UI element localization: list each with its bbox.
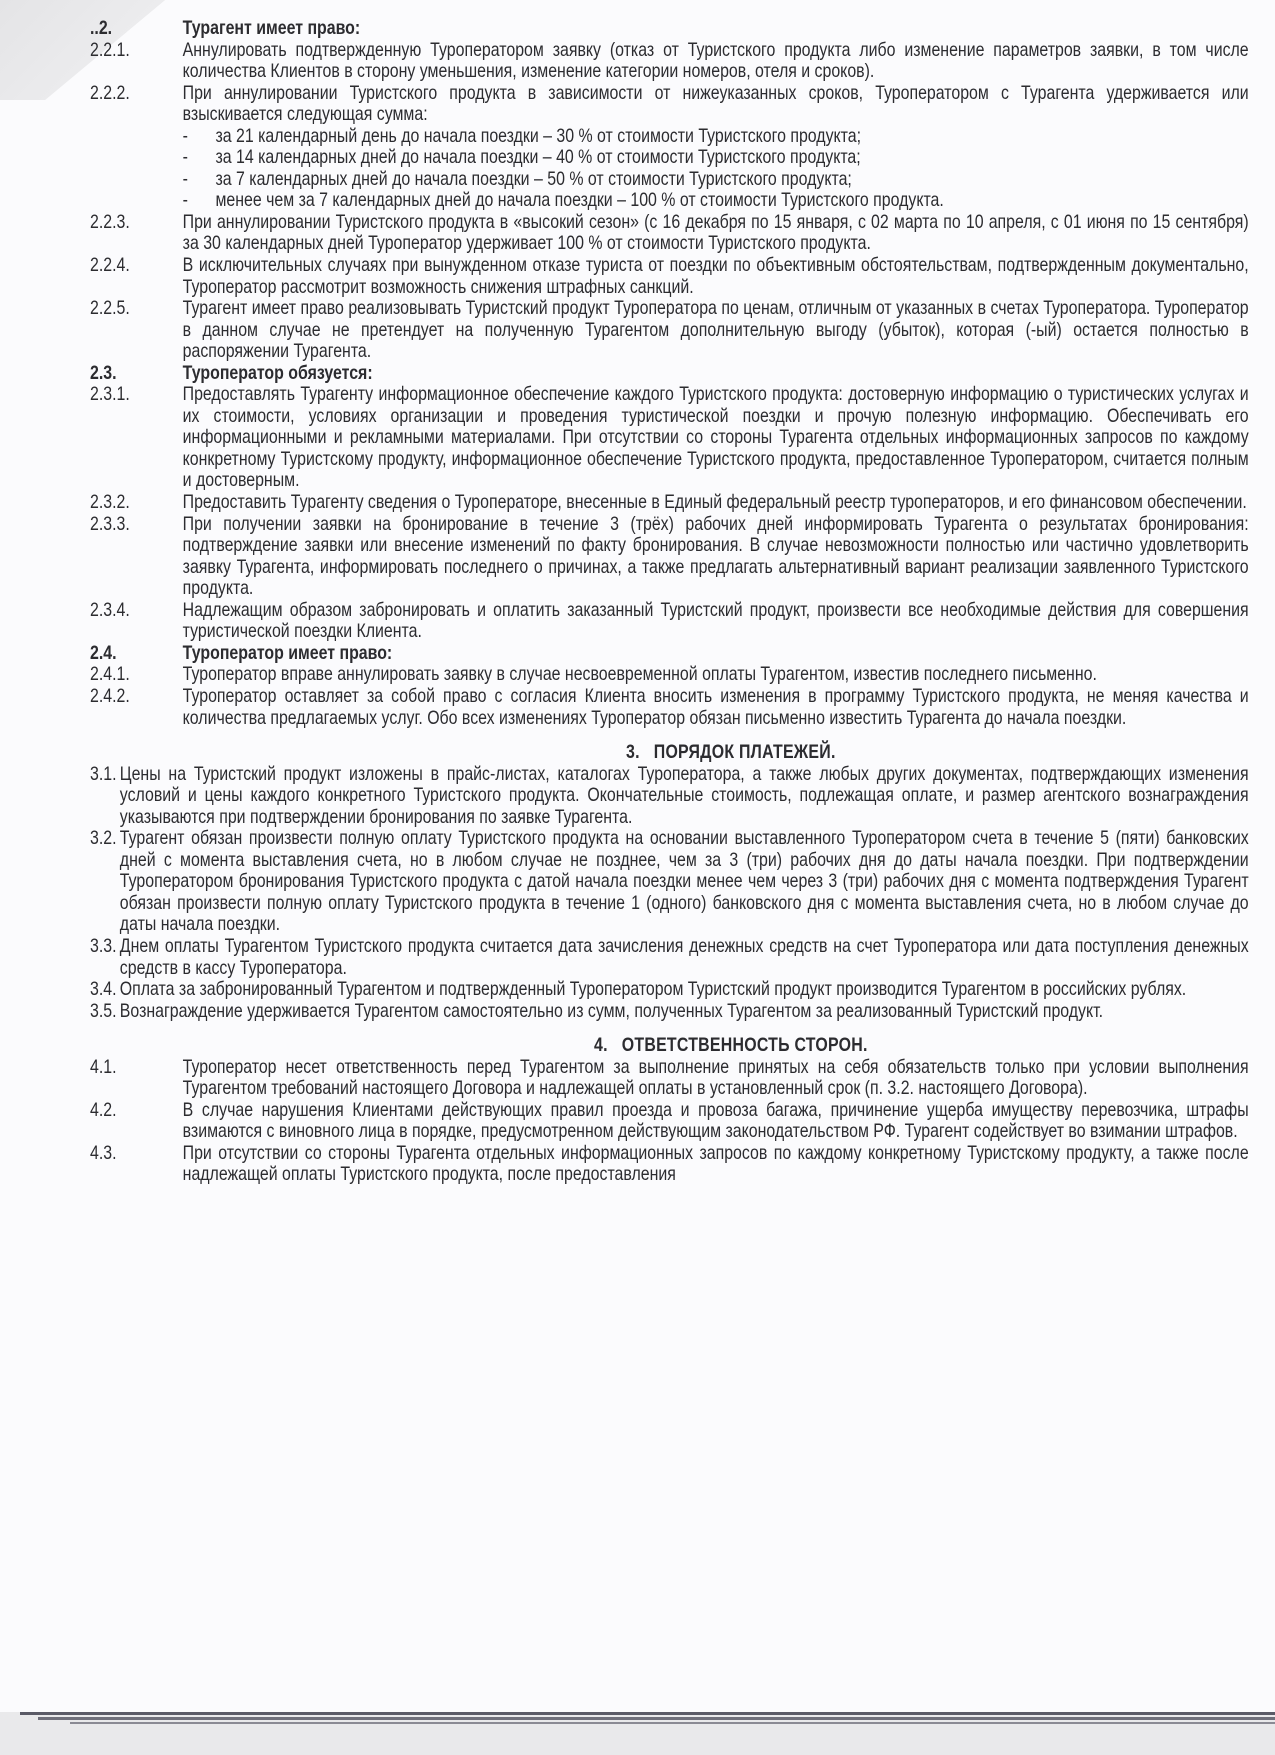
- page-edge: [20, 1712, 1275, 1715]
- section-heading: 3. ПОРЯДОК ПЛАТЕЖЕЙ.: [626, 741, 836, 764]
- list-item-text: за 7 календарных дней до начала поездки – 50 % от стоимости Туристского продукта;: [215, 167, 852, 190]
- bullet-marker: -: [182, 189, 188, 212]
- clause-2-2: [90, 18, 1249, 40]
- clause-number: 2.3.4.: [90, 598, 130, 621]
- clause-text: Аннулировать подтвержденную Туроператором заявку (отказ от Туристского продукта либо изменение параметров заявки, в том числе количества Клиентов в сторону уменьшения, изменение категории номеров, отеля и сроков).: [182, 38, 1249, 83]
- penalty-list: [90, 126, 1249, 212]
- clause-text: При аннулировании Туристского продукта в «высокий сезон» (с 16 декабря по 15 января, с 02 марта по 10 апреля, с 01 июня по 15 сентября) за 30 календарных дней Туроператор удерживает 100 % от стоимости Туристского продукта.: [182, 210, 1249, 255]
- clause-3-3: [90, 936, 1249, 979]
- list-indent: [90, 169, 183, 191]
- clause-text: Туроператор вправе аннулировать заявку в случае несвоевременной оплаты Турагентом, известив последнего письменно.: [182, 663, 1097, 686]
- clause-number: 2.2.2.: [90, 81, 130, 104]
- clause-3-5: [90, 1001, 1249, 1023]
- clause-number: 3.2.: [90, 827, 117, 850]
- document-body: [90, 18, 1249, 1186]
- list-item: [90, 169, 1249, 191]
- clause-3-4: [90, 979, 1249, 1001]
- clause-number: 2.2.4.: [90, 254, 130, 277]
- page-edge: [70, 1722, 1275, 1724]
- clause-3-2: [90, 828, 1249, 936]
- clause-4-2: [90, 1100, 1249, 1143]
- clause-2-2-4: [90, 255, 1249, 298]
- clause-2-2-1: [90, 40, 1249, 83]
- clause-text: При аннулировании Туристского продукта в зависимости от нижеуказанных сроков, Туроператором с Турагента удерживается или взыскивается следующая сумма:: [182, 81, 1249, 126]
- clause-number: 3.1.: [90, 762, 117, 785]
- clause-text: Предоставить Турагенту сведения о Туроператоре, внесенные в Единый федеральный реестр туроператоров, и его финансовом обеспечении.: [182, 491, 1247, 514]
- clause-number: ..2.: [90, 17, 113, 39]
- clause-number: 3.4.: [90, 978, 117, 1001]
- clause-2-3-4: [90, 600, 1249, 643]
- clause-number: 2.4.: [90, 641, 117, 664]
- clause-2-3-2: [90, 492, 1249, 514]
- clause-number: 3.3.: [90, 934, 117, 957]
- list-item: [90, 190, 1249, 212]
- clause-title: Туроператор имеет право:: [182, 641, 393, 664]
- clause-2-4: [90, 643, 1249, 665]
- clause-2-4-1: [90, 664, 1249, 686]
- clause-title: Туроператор обязуется:: [182, 361, 373, 384]
- clause-text: Надлежащим образом забронировать и оплатить заказанный Туристский продукт, произвести все необходимые действия для совершения туристической поездки Клиента.: [182, 598, 1249, 643]
- clause-number: 2.2.5.: [90, 297, 130, 320]
- clause-2-3: [90, 363, 1249, 385]
- list-indent: [90, 147, 183, 169]
- clause-number: 2.2.3.: [90, 210, 130, 233]
- list-item-text: за 14 календарных дней до начала поездки – 40 % от стоимости Туристского продукта;: [215, 146, 861, 169]
- clause-number: 2.4.2.: [90, 684, 130, 707]
- clause-number: 4.3.: [90, 1141, 117, 1164]
- clause-number: 4.1.: [90, 1055, 117, 1078]
- list-item: [90, 126, 1249, 148]
- clause-2-2-2: [90, 83, 1249, 126]
- clause-text: В исключительных случаях при вынужденном отказе туриста от поездки по объективным обстоятельствам, подтвержденным документально, Туроператор рассмотрит возможность снижения штрафных санкций.: [182, 254, 1249, 298]
- clause-text: При отсутствии со стороны Турагента отдельных информационных запросов по каждому конкретному Туристскому продукту, а также после надлежащей оплаты Туристского продукта, после предоставления: [182, 1141, 1249, 1186]
- clause-text: Турагент обязан произвести полную оплату Туристского продукта на основании выставленного Туроператором счета в течение 5 (пяти) банковских дней с момента выставления счета, но в любом случае не позднее, чем за 3 (три) рабочих дня до даты начала поездки. При подтверждении Туроператором бронирования Туристского продукта с датой начала поездки менее чем через 3 (три) рабочих дня с момента подтверждения Турагент обязан произвести полную оплату Туристского продукта в течение 1 (одного) банковского дня с момента выставления счета, но в любом случае до даты начала поездки.: [119, 827, 1249, 936]
- clause-number: 2.3.: [90, 361, 117, 384]
- clause-2-4-2: [90, 686, 1249, 729]
- list-indent: [90, 190, 183, 212]
- clause-4-1: [90, 1057, 1249, 1100]
- clause-text: Турагент имеет право реализовывать Туристский продукт Туроператора по ценам, отличным от указанных в счетах Туроператора. Туроператор в данном случае не претендует на полученную Турагентом дополнительную выгоду (убыток), которая (-ый) остается полностью в распоряжении Турагента.: [182, 297, 1249, 363]
- clause-body: [183, 83, 1249, 126]
- clause-2-2-5: [90, 298, 1249, 363]
- bullet-marker: -: [182, 167, 188, 190]
- clause-text: Вознаграждение удерживается Турагентом самостоятельно из сумм, полученных Турагентом за реализованный Туристский продукт.: [119, 999, 1104, 1022]
- clause-number: 2.2.1.: [90, 38, 130, 61]
- section-heading: 4. ОТВЕТСТВЕННОСТЬ СТОРОН.: [594, 1034, 868, 1057]
- clause-2-3-3: [90, 514, 1249, 600]
- clause-2-2-3: [90, 212, 1249, 255]
- list-indent: [90, 126, 183, 148]
- clause-number: 2.4.1.: [90, 663, 130, 686]
- bullet-marker: -: [182, 146, 188, 169]
- clause-number: 3.5.: [90, 999, 117, 1022]
- clause-2-3-1: [90, 384, 1249, 492]
- clause-text: Днем оплаты Турагентом Туристского продукта считается дата зачисления денежных средств на счет Туроператора или дата поступления денежных средств в кассу Туроператора.: [119, 934, 1249, 979]
- clause-number: 4.2.: [90, 1098, 117, 1121]
- clause-text: В случае нарушения Клиентами действующих правил проезда и провоза багажа, причинение ущерба имуществу перевозчика, штрафы взимаются с виновного лица в порядке, предусмотренном действующим законодательством РФ. Турагент содействует во взимании штрафов.: [182, 1098, 1249, 1143]
- clause-text: Туроператор несет ответственность перед Турагентом за выполнение принятых на себя обязательств только при условии выполнения Турагентом требований настоящего Договора и надлежащей оплаты в установленный срок (п. 3.2. настоящего Договора).: [182, 1055, 1249, 1100]
- list-item-text: за 21 календарный день до начала поездки – 30 % от стоимости Туристского продукта;: [215, 124, 862, 147]
- bullet-marker: -: [182, 124, 188, 147]
- clause-title: Турагент имеет право:: [182, 17, 361, 39]
- clause-number: 2.3.3.: [90, 512, 130, 535]
- clause-text: Туроператор оставляет за собой право с согласия Клиента вносить изменения в программу Туристского продукта, не меняя качества и количества предлагаемых услуг. Обо всех изменениях Туроператор обязан письменно известить Турагента до начала поездки.: [182, 684, 1249, 729]
- clause-number: 2.3.1.: [90, 383, 130, 406]
- clause-3-1: [90, 764, 1249, 829]
- clause-text: Предоставлять Турагенту информационное обеспечение каждого Туристского продукта: достоверную информацию о туристических услугах и их стоимости, условиях организации и проведения туристической поездки и прочую полезную информацию. Обеспечивать его информационными и рекламными материалами. При отсутствии со стороны Турагента отдельных информационных запросов по каждому конкретному Туристскому продукту, информационное обеспечение Туристского продукта, предоставленное Туроператором, считается полным и достоверным.: [182, 383, 1249, 492]
- clause-text: При получении заявки на бронирование в течение 3 (трёх) рабочих дней информировать Турагента о результатах бронирования: подтверждение заявки или внесение изменений по факту бронирования. В случае невозможности полностью или частично удовлетворить заявку Турагента, информировать последнего о причинах, а также предлагать альтернативный вариант реализации заявленного Туристского продукта.: [182, 512, 1249, 600]
- clause-4-3: [90, 1143, 1249, 1186]
- clause-text: Цены на Туристский продукт изложены в прайс-листах, каталогах Туроператора, а также любых других документах, подтверждающих изменения условий и цены каждого конкретного Туристского продукта. Окончательные стоимость, подлежащая оплате, и размер агентского вознаграждения указываются при подтверждении бронирования по заявке Турагента.: [119, 762, 1249, 828]
- page-edge: [38, 1717, 1275, 1720]
- list-item-text: менее чем за 7 календарных дней до начала поездки – 100 % от стоимости Туристского продукта.: [215, 189, 944, 212]
- clause-number: 2.3.2.: [90, 491, 130, 514]
- list-item: [90, 147, 1249, 169]
- clause-text: Оплата за забронированный Турагентом и подтвержденный Туроператором Туристский продукт производится Турагентом в российских рублях.: [119, 978, 1187, 1001]
